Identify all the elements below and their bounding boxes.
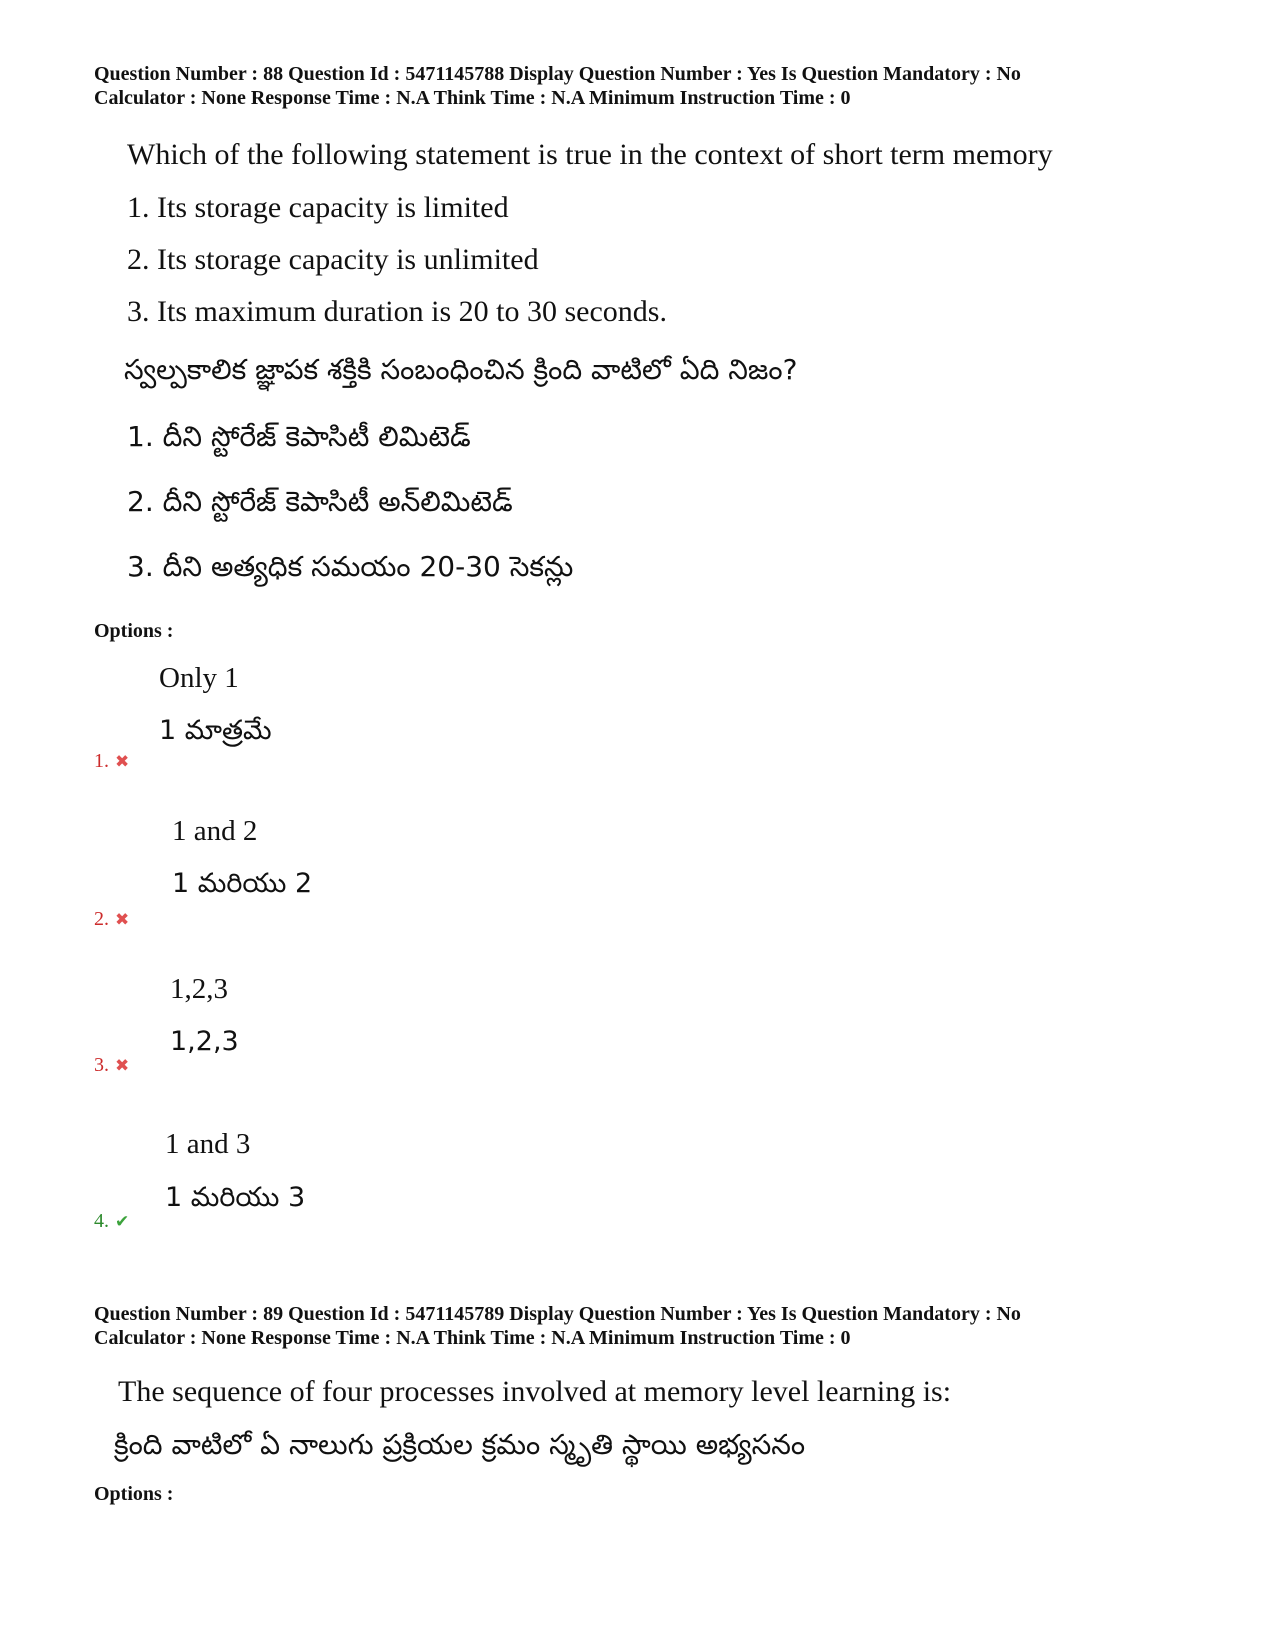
q88-statement-1-english: 1. Its storage capacity is limited	[127, 191, 509, 224]
option-3-label: 3.	[94, 1054, 109, 1076]
option-2-english: 1 and 2	[172, 815, 258, 847]
q88-question-telugu: స్వల్పకాలిక జ్ఞాపక శక్తికి సంబంధించిన క్రింది వాటిలో ఏది నిజం?	[124, 353, 798, 386]
q88-statement-2-telugu: 2. దీని స్టోరేజ్ కెపాసిటీ అన్‌లిమిటెడ్	[127, 485, 513, 518]
correct-answer-icon: ✔	[115, 1212, 130, 1231]
wrong-answer-icon: ✖	[115, 910, 130, 929]
q88-meta-line-2: Calculator : None Response Time : N.A Think Time : N.A Minimum Instruction Time : 0	[94, 87, 851, 109]
option-2-label: 2.	[94, 908, 109, 930]
q89-options-label: Options :	[94, 1483, 174, 1505]
q88-statement-2-english: 2. Its storage capacity is unlimited	[127, 243, 539, 276]
option-1-telugu: 1 మాత్రమే	[159, 715, 272, 746]
q89-question-telugu: క్రింది వాటిలో ఏ నాలుగు ప్రక్రియల క్రమం స్మృతి స్థాయి అభ్యసనం	[114, 1428, 806, 1461]
option-1-number	[94, 750, 129, 773]
option-3-english: 1,2,3	[170, 973, 228, 1005]
q88-question-english: Which of the following statement is true in the context of short term memory	[127, 138, 1053, 171]
wrong-answer-icon: ✖	[115, 752, 130, 771]
q88-statement-1-telugu: 1. దీని స్టోరేజ్ కెపాసిటీ లిమిటెడ్	[127, 420, 471, 453]
option-2-telugu: 1 మరియు 2	[172, 868, 313, 899]
option-3-telugu: 1,2,3	[170, 1026, 239, 1057]
option-4-label: 4.	[94, 1210, 109, 1232]
q89-meta-line-1: Question Number : 89 Question Id : 5471145789 Display Question Number : Yes Is Question Mandatory : No	[94, 1303, 1021, 1325]
q88-options-label: Options :	[94, 620, 174, 642]
q88-meta-line-1: Question Number : 88 Question Id : 5471145788 Display Question Number : Yes Is Question Mandatory : No	[94, 63, 1021, 85]
wrong-answer-icon: ✖	[115, 1056, 130, 1075]
q88-statement-3-english: 3. Its maximum duration is 20 to 30 seconds.	[127, 295, 667, 328]
option-4-number	[94, 1210, 129, 1233]
q89-meta-line-2: Calculator : None Response Time : N.A Think Time : N.A Minimum Instruction Time : 0	[94, 1327, 851, 1349]
q88-statement-3-telugu: 3. దీని అత్యధిక సమయం 20-30 సెకన్లు	[127, 550, 574, 583]
option-3-number	[94, 1054, 129, 1077]
option-4-telugu: 1 మరియు 3	[165, 1182, 306, 1213]
q89-question-english: The sequence of four processes involved at memory level learning is:	[118, 1375, 952, 1408]
option-1-english: Only 1	[159, 662, 239, 694]
option-1-label: 1.	[94, 750, 109, 772]
option-4-english: 1 and 3	[165, 1128, 251, 1160]
option-2-number	[94, 908, 129, 931]
